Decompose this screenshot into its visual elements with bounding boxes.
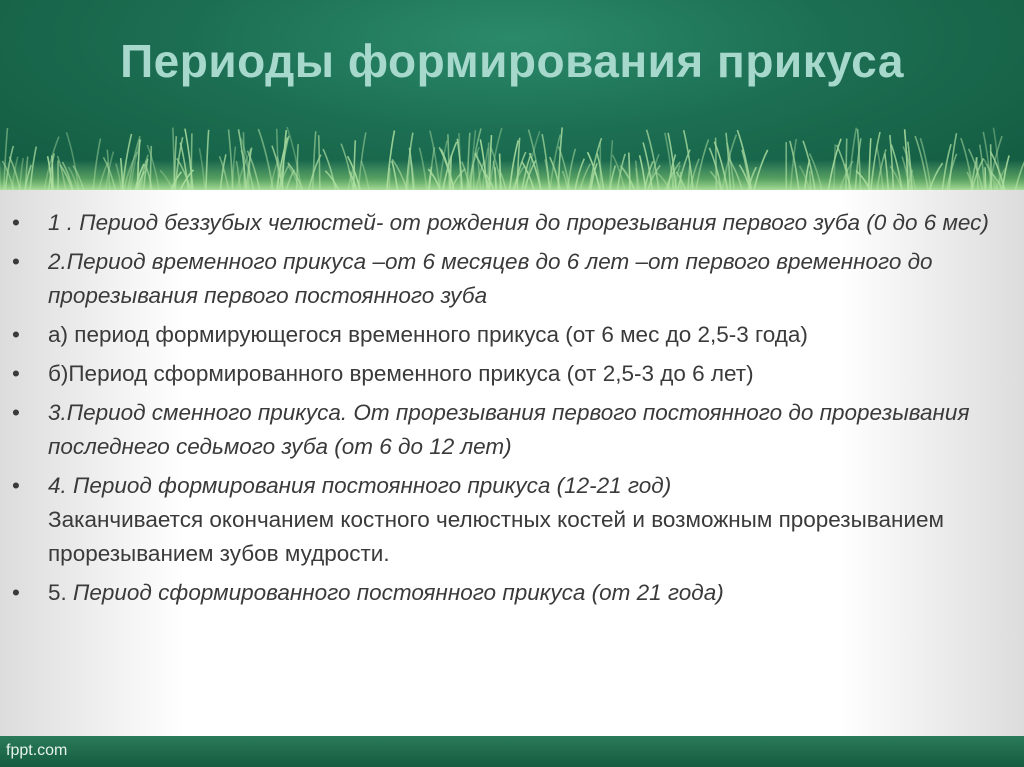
- slide-content: [0, 190, 1024, 736]
- grass-decoration: [0, 120, 1024, 190]
- bullet-icon: •: [12, 322, 20, 347]
- list-item: • а) период формирующегося временного прикуса (от 6 мес до 2,5-3 года): [12, 318, 1002, 352]
- bullet-list: [12, 206, 1002, 615]
- list-item: • б)Период сформированного временного прикуса (от 2,5-3 до 6 лет): [12, 357, 1002, 391]
- list-item: • 2.Период временного прикуса –от 6 месяцев до 6 лет –от первого временного до прорезывания первого постоянного зуба: [12, 245, 1002, 313]
- slide-title: Периоды формирования прикуса: [120, 35, 904, 87]
- slide-header: [0, 0, 1024, 190]
- bullet-icon: •: [12, 249, 20, 274]
- footer-brand: fppt.com: [6, 742, 68, 759]
- bullet-icon: •: [12, 580, 20, 605]
- bullet-icon: •: [12, 361, 20, 386]
- list-item: • 5. Период сформированного постоянного прикуса (от 21 года): [12, 576, 1002, 610]
- bullet-icon: •: [12, 473, 20, 498]
- list-item: • 4. Период формирования постоянного прикуса (12-21 год) Заканчивается окончанием костного челюстных костей и возможным прорезыванием прорезыванием зубов мудрости.: [12, 469, 1002, 571]
- bullet-icon: •: [12, 400, 20, 425]
- list-item: • 3.Период сменного прикуса. От прорезывания первого постоянного до прорезывания последнего седьмого зуба (от 6 до 12 лет): [12, 396, 1002, 464]
- slide-footer: [0, 736, 1024, 767]
- list-item: • 1 . Период беззубых челюстей- от рождения до прорезывания первого зуба (0 до 6 мес): [12, 206, 1002, 240]
- bullet-icon: •: [12, 210, 20, 235]
